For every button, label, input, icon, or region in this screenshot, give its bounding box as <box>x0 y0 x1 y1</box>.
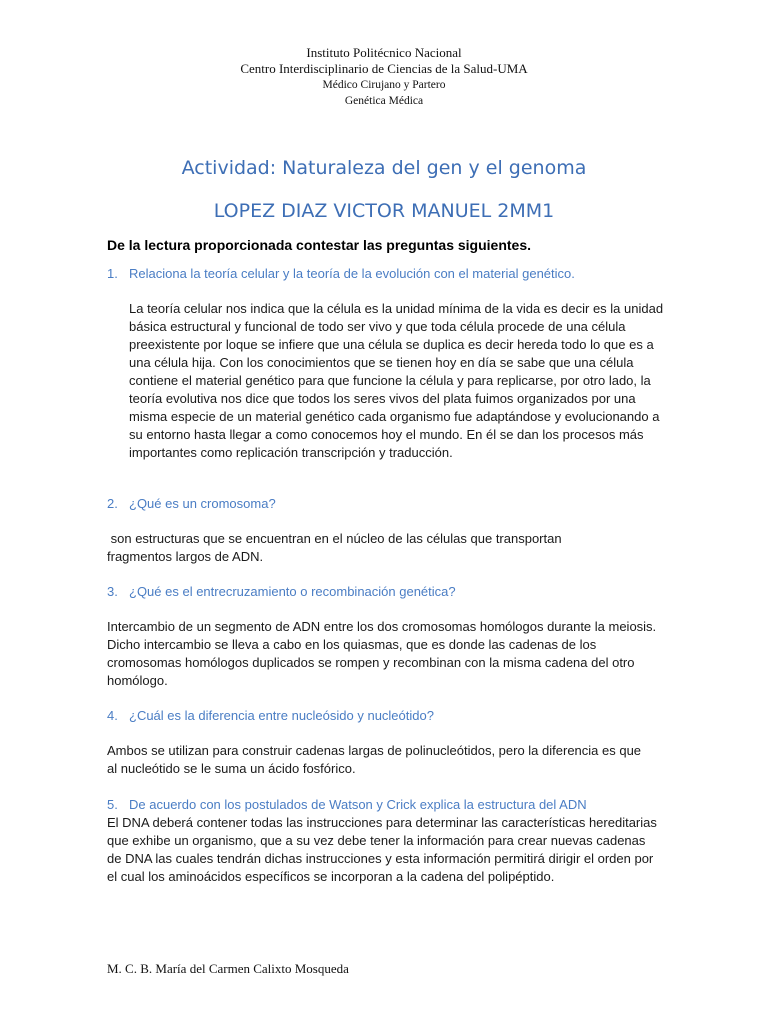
question-number: 4. <box>107 708 118 723</box>
student-name: LOPEZ DIAZ VICTOR MANUEL 2MM1 <box>213 200 555 222</box>
question-1 <box>107 265 667 283</box>
answer-1: La teoría celular nos indica que la célula es la unidad mínima de la vida es decir es la unidad básica estructural y funcional de todo ser vivo y que toda célula procede de una célula preexistente por loque se infiere que una célula se duplica es decir hereda todo lo que es a una célula hija. Con los conocimientos que se tienen hoy en día se sabe que una célula contiene el material genético para que funcione la célula y para replicarse, por otro lado, la teoría evolutiva nos dice que todos los seres vivos del plata fuimos organizados por una misma especie de un material genético cada organismo fue adaptándose y evolucionando a su entorno hasta llegar a como conocemos hoy el mundo. En él se dan los procesos más importantes como replicación transcripción y traducción. <box>129 301 664 460</box>
question-text: De acuerdo con los postulados de Watson y Crick explica la estructura del ADN <box>129 797 587 812</box>
question-number: 3. <box>107 584 118 599</box>
question-text: ¿Qué es el entrecruzamiento o recombinación genética? <box>129 584 456 599</box>
question-5 <box>107 796 667 814</box>
document-header <box>0 45 768 109</box>
activity-title: Actividad: Naturaleza del gen y el genoma <box>181 157 587 179</box>
answer-3: Intercambio de un segmento de ADN entre los dos cromosomas homólogos durante la meiosis. Dicho intercambio se lleva a cabo en los quiasmas, que es donde las cadenas de los cromosomas homólogos duplicados se rompen y recombinan con la misma cadena del otro homólogo. <box>107 619 657 688</box>
institution-name: Instituto Politécnico Nacional <box>306 45 462 60</box>
footer-author: M. C. B. María del Carmen Calixto Mosqueda <box>107 961 349 976</box>
question-text: Relaciona la teoría celular y la teoría de la evolución con el material genético. <box>129 266 575 281</box>
answer-5: El DNA deberá contener todas las instrucciones para determinar las características hereditarias que exhibe un organismo, que a su vez debe tener la información para crear nuevas cadenas de DNA las cuales tendrán dichas instrucciones y esta información permitirá dirigir el orden por el cual los aminoácidos específicos se incorporan a la cadena del polipéptido. <box>107 815 657 884</box>
question-number: 1. <box>107 266 118 281</box>
question-4 <box>107 707 667 725</box>
question-number: 2. <box>107 496 118 511</box>
question-2 <box>107 495 667 513</box>
question-text: ¿Cuál es la diferencia entre nucleósido y nucleótido? <box>129 708 434 723</box>
instruction-text: De la lectura proporcionada contestar las preguntas siguientes. <box>107 237 532 253</box>
career-name: Médico Cirujano y Partero <box>322 79 446 91</box>
question-text: ¿Qué es un cromosoma? <box>129 496 276 511</box>
question-number: 5. <box>107 797 118 812</box>
question-3 <box>107 583 667 601</box>
center-name: Centro Interdisciplinario de Ciencias de la Salud-UMA <box>240 61 528 76</box>
answer-4: Ambos se utilizan para construir cadenas largas de polinucleótidos, pero la diferencia es que al nucleótido se le suma un ácido fosfórico. <box>107 743 642 776</box>
subject-name: Genética Médica <box>344 95 424 107</box>
answer-2: son estructuras que se encuentran en el núcleo de las células que transportan fragmentos largos de ADN. <box>107 531 566 564</box>
